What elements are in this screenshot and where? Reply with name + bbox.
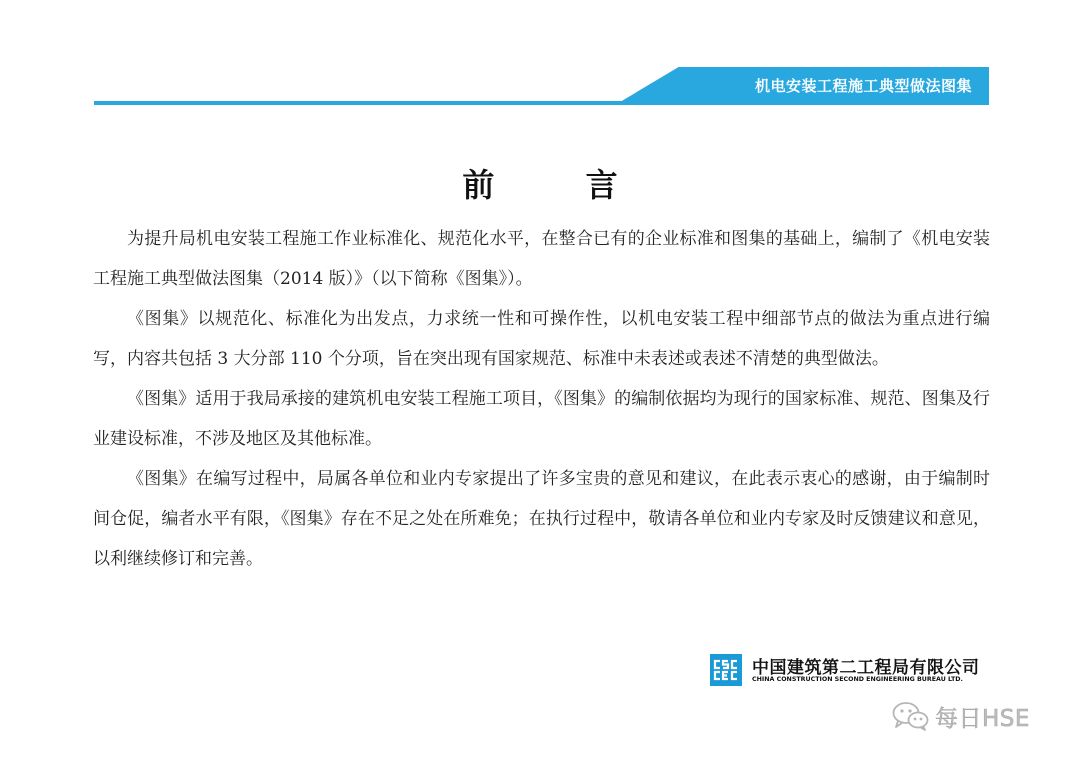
watermark: [891, 700, 1030, 732]
cscec-logo-icon: [710, 654, 742, 686]
paragraph: 《图集》适用于我局承接的建筑机电安装工程施工项目，《图集》的编制依据均为现行的国家标准、规范、图集及行业建设标准，不涉及地区及其他标准。: [93, 389, 990, 449]
company-name: 中国建筑第二工程局有限公司: [752, 658, 980, 678]
paragraph: 《图集》在编写过程中，局属各单位和业内专家提出了许多宝贵的意见和建议，在此表示衷心的感谢，由于编制时间仓促，编者水平有限，《图集》存在不足之处在所难免；在执行过程中，敬请各单位和业内专家及时反馈建议和意见，以利继续修订和完善。: [93, 469, 990, 569]
paragraph: 为提升局机电安装工程施工作业标准化、规范化水平，在整合已有的企业标准和图集的基础上，编制了《机电安装工程施工典型做法图集（2014 版）》（以下简称《图集》）。: [93, 229, 990, 289]
header-title: 机电安装工程施工典型做法图集: [754, 77, 972, 95]
wechat-icon: [891, 701, 929, 731]
company-name-en: CHINA CONSTRUCTION SECOND ENGINEERING BUREAU LTD.: [752, 676, 963, 683]
page-title: 前 言: [462, 166, 658, 204]
preface-body: [93, 219, 990, 579]
paragraph: 《图集》以规范化、标准化为出发点，力求统一性和可操作性，以机电安装工程中细部节点的做法为重点进行编写，内容共包括 3 大分部 110 个分项，旨在突出现有国家规范、标准中未表述或表述不清楚的典型做法。: [93, 309, 990, 369]
watermark-text: 每日HSE: [935, 705, 1030, 732]
